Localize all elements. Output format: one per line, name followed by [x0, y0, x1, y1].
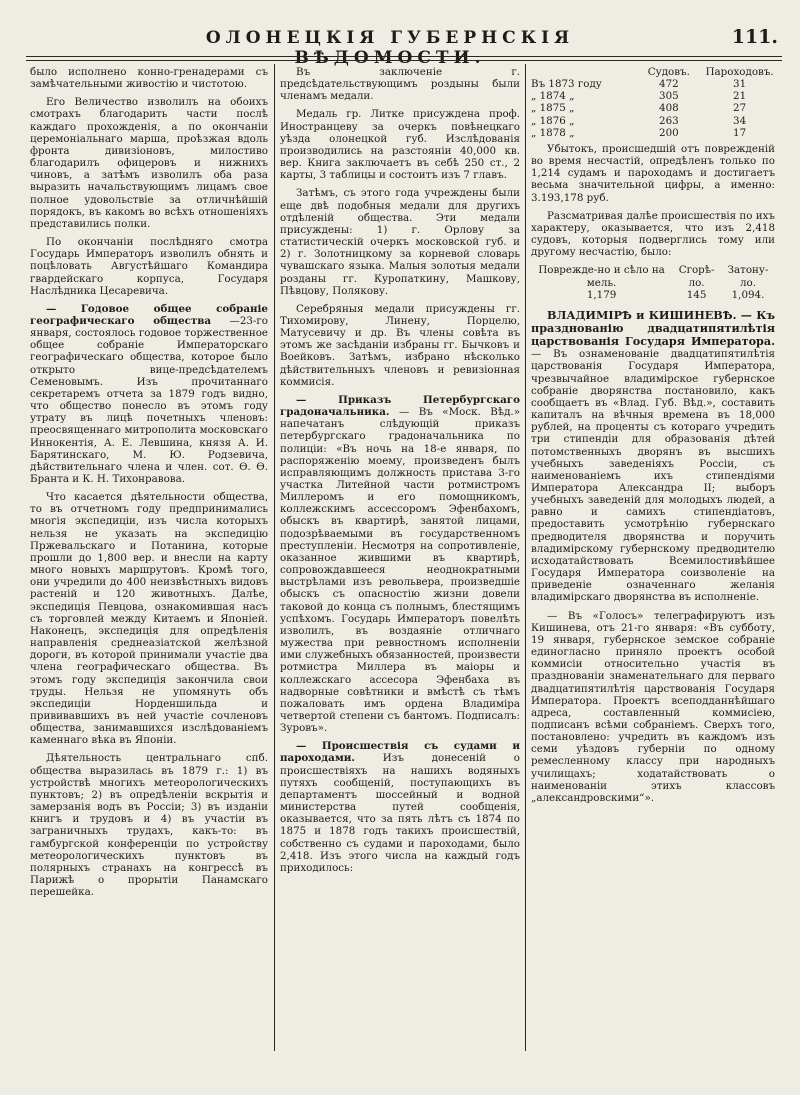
column-divider-2 — [525, 64, 526, 1051]
column-middle — [280, 66, 520, 880]
table-cell: 27 — [733, 102, 747, 115]
article-body: —23-го января, состоялось годовое торжественное общее собраніе Императорскаго географическаго общества, которое было открыто вице-предсѣдателемъ Семеновымъ. Изъ прочитаннаго секретаремъ отчета за 1879 годъ видно, что общество понесло въ этомъ году утрату въ лицѣ почетныхъ членовъ: преосвященнаго митрополита московскаго Иннокентія, А. Е. Левшина, князя А. И. Барятинскаго, М. Ю. Родзевича, дѣйствительнаго члена и член. сот. Ѳ. Ѳ. Бранта и К. Н. Тихонравова. — [30, 314, 268, 485]
table-header-cell: Пароходовъ. — [705, 66, 774, 78]
paragraph: Что касается дѣятельности общества, то въ отчетномъ году предпринимались многія экспедиціи, изъ числа которыхъ нельзя не указать на экспедицію Пржевальскаго и Потанина, которые прошли до 1,800 вер. и внесли на карту много новыхъ маршрутовъ. Кромѣ того, они учредили до 400 неизвѣстныхъ видовъ растеній и 120 животныхъ. Далѣе, экспедиція Певцова, ознакомившая насъ съ торговлей между Китаемъ и Японіей. Наконецъ, экспедиція для опредѣленія направленія среднеазіатской желѣзной дороги, въ которой принимали участіе два члена географическаго общества. Въ этомъ году экспедиція закончила свои труды. Нельзя не упомянуть объ экспедиціи Норденшильда и прививавшихъ въ ней участіе сочленовъ общества, занимавшихся изслѣдованіемъ каменнаго вѣка въ Японіи. — [30, 491, 268, 747]
table-row — [531, 127, 775, 139]
paragraph: Разсматривая далѣе происшествія по ихъ характеру, оказывается, что изъ 2,418 судовъ, которыя подверглись тому или другому несчастію, было: — [531, 209, 775, 259]
article-body: — Въ ознаменованіе двадцатипятилѣтія царствованія Государя Императора, чрезвычайное владимірское губернское собраніе дворянства постановило, какъ сообщаетъ въ «Влад. Губ. Вѣд.», составить капиталъ на вѣчныя времена въ 18,000 рублей, на проценты съ котораго учредить три стипендіи для образованія дѣтей потомственныхъ дворянъ въ высшихъ учебныхъ заведеніяхъ Россіи, съ наименованіемъ ихъ стипендіями Императора Александра II; выборъ учебныхъ заведеній для молодыхъ людей, а равно и самихъ стипендіатовъ, предоставить усмотрѣнію губернскаго предводителя дворянства и поручить владимірскому губернскому предводителю исходатайствовать Всемилостивѣйшее Государя Императора соизволеніе на приведеніе означеннаго желанія владимірскаго дворянства въ исполненіе. — [531, 348, 775, 604]
header-rule-bottom — [26, 60, 782, 61]
table-cell: 34 — [733, 114, 747, 127]
table-cell: 263 — [659, 114, 679, 127]
article-governor-order — [280, 394, 520, 734]
paragraph: Затѣмъ, съ этого года учреждены были еще двѣ подобныя медали для другихъ отдѣленій общества. Эти медали присуждены: 1) г. Орлову за статистическій очеркъ московской губ. и 2) г. Золотницкому за корневой словарь чувашскаго языка. Малыя золотыя медали розданы гг. Куропаткину, Машкову, Пѣвцову, Полякову. — [280, 187, 520, 297]
article-heading: — Приказъ Петербургскаго градоначальника. — [280, 393, 520, 419]
table-cell: „ 1874 „ — [531, 90, 575, 103]
paragraph: Медаль гр. Литке присуждена проф. Иностранцеву за очеркъ повѣнецкаго уѣзда олонецкой губ. Изслѣдованія производились на разстояніи 40,000 кв. вер. Книга заключаетъ въ себѣ 250 ст., 2 карты, 3 таблицы и состоитъ изъ 7 главъ. — [280, 108, 520, 182]
table-header-row — [531, 66, 775, 78]
paragraph: Убытокъ, происшедшій отъ поврежденій во время несчастій, опредѣленъ только по 1,214 судамъ и пароходамъ и достигаетъ весьма значительной цифры, а именно: 3.193,178 руб. — [531, 142, 775, 204]
table-header-cell: Поврежде-но и сѣло на мель. — [538, 264, 665, 289]
paragraph: было исполнено конно-гренадерами съ замѣчательными живостію и чистотою. — [30, 66, 268, 91]
newspaper-title: ОЛОНЕЦКІЯ ГУБЕРНСКІЯ ВѢДОМОСТИ. — [205, 28, 575, 68]
column-divider-1 — [274, 64, 275, 1051]
masthead — [0, 0, 800, 68]
table-cell: 1,179 — [586, 288, 617, 301]
paragraph: Серебряныя медали присуждены гг. Тихомирову, Линену, Порцелю, Матусевичу и др. Въ члены совѣта въ этомъ же засѣданіи избраны гг. Бычковъ и Воейковъ. Затѣмъ, избрано нѣсколько дѣйствительныхъ членовъ и ревизіонная коммисія. — [280, 302, 520, 388]
article-heading: — Происшествія съ судами и пароходами. — [280, 740, 520, 765]
table-cell: „ 1876 „ — [531, 114, 575, 127]
article-heading: — Годовое общее собраніе географическаго общества — [30, 302, 268, 327]
table-cell: 145 — [686, 288, 707, 301]
table-cell: 408 — [659, 102, 679, 115]
accidents-by-type-table — [531, 264, 775, 300]
table-header-cell: Сгорѣ-ло. — [678, 264, 715, 289]
article-geographic-society — [30, 303, 268, 485]
table-cell: Въ 1873 году — [531, 78, 602, 91]
paragraph: Въ заключеніе г. предсѣдательствующимъ роздыны были членамъ медали. — [280, 66, 520, 103]
column-right — [531, 66, 775, 810]
table-row — [531, 102, 775, 114]
table-cell: „ 1875 „ — [531, 102, 575, 115]
header-rule-top — [26, 56, 782, 57]
paragraph: Дѣятельность центральнаго спб. общества выразилась въ 1879 г.: 1) въ устройствѣ многихъ метеорологическихъ пунктовъ; 2) въ опредѣленіи вскрытія и замерзанія водъ въ Россіи; 3) въ изданіи книгъ и трудовъ и 4) въ участіи въ заграничныхъ трудахъ, какъ-то: въ гамбургской конференціи по устройству метеорологическихъ пунктовъ въ полярныхъ странахъ на конгрессѣ въ Парижѣ о прорытіи Панамскаго перешейка. — [30, 752, 268, 899]
table-cell: 1,094. — [731, 288, 765, 301]
table-cell: 31 — [733, 78, 747, 91]
table-cell: „ 1878 „ — [531, 126, 575, 139]
table-header-cell: Судовъ. — [647, 66, 690, 78]
table-cell: 305 — [659, 90, 679, 103]
table-cell: 17 — [733, 126, 747, 139]
table-row — [531, 90, 775, 102]
article-ship-accidents — [280, 740, 520, 874]
article-vladimir-kishinev — [531, 309, 775, 604]
table-cell: 200 — [659, 126, 679, 139]
table-header-cell: Затону-ло. — [727, 264, 769, 289]
column-left — [30, 66, 268, 904]
paragraph: — Въ «Голосъ» телеграфируютъ изъ Кишинева, отъ 21-го января: «Въ субботу, 19 января, губернское земское собраніе единогласно приняло проектъ особой коммисіи относительно участія въ празднованіи знаменательнаго для перваго двадцатипятилѣтія царствованія Государя Императора. Проектъ всеподданнѣйшаго адреса, составленный коммисіею, подписанъ всѣми собраніемъ. Сверхъ того, постановлено: учредить въ каждомъ изъ семи уѣздовъ губерніи по одному ремесленному классу при народныхъ училищахъ; ходатайствовать о наименованіи этихъ классовъ „александровскими“». — [531, 609, 775, 804]
table-row — [531, 78, 775, 90]
page-number: 111. — [731, 26, 778, 48]
accidents-by-year-table — [531, 66, 775, 139]
table-cell: 21 — [733, 90, 747, 103]
paragraph: Его Величество изволилъ на обоихъ смотрахъ благодарить части послѣ каждаго прохожденія, а по окончаніи церемоніальнаго марша, проѣзжая вдоль фронта дивизіоновъ, милостиво благодарилъ офицеровъ и нижнихъ чиновъ, а затѣмъ изволилъ оба раза выразить начальствующимъ лицамъ свое полное удовольствіе за отличнѣйшій порядокъ, въ какомъ во всѣхъ отношеніяхъ представились полки. — [30, 96, 268, 230]
table-cell: 472 — [659, 78, 679, 91]
table-header-cell — [531, 66, 633, 78]
table-header-row — [531, 264, 775, 288]
table-row — [531, 289, 775, 301]
paragraph: По окончаніи послѣдняго смотра Государь Императоръ изволилъ обнять и поцѣловать Августѣйшаго Командира гвардейскаго корпуса, Государя Наслѣдника Цесаревича. — [30, 236, 268, 297]
article-body: — Въ «Моск. Вѣд.» напечатанъ слѣдующій приказъ петербургскаго градоначальника по полиціи: «Въ ночь на 18-е января, по распоряженію моему, произведенъ былъ исправляющимъ должность пристава 3-го участка Литейной части ротмистромъ Миллеромъ и его помощникомъ, коллежскимъ ассессоромъ Эфенбахомъ, обыскъ въ квартирѣ, занятой лицами, подозрѣваемыми въ государственномъ преступленіи. Несмотря на сопротивленіе, оказанное жившими въ квартирѣ, сопровождавшееся неоднократными выстрѣлами изъ револьвера, произведшіе обыскъ съ опасностію жизни довели таковой до конца съ полнымъ, блестящимъ успѣхомъ. Государь Императоръ повелѣть изволилъ, въ воздаяніе отличнаго мужества при ревностномъ исполненіи ими служебныхъ обязанностей, произвести ротмистра Миллера въ маіоры и коллежскаго ассесора Эфенбаха въ надворные совѣтники и вмѣстѣ съ тѣмъ пожаловать имъ ордена Владиміра четвертой степени съ бантомъ. Подписалъ: Зуровъ». — [280, 406, 520, 735]
article-heading: ВЛАДИМІРѢ и КИШИНЕВѢ. — Къ празднованію двадцатипятилѣтія царствованія Государя Императора. — [531, 307, 775, 349]
article-body: Изъ донесеній о происшествіяхъ на нашихъ водяныхъ путяхъ сообщеній, поступающихъ въ департаментъ шоссейный и водной министерства путей сообщенія, оказывается, что за пять лѣтъ съ 1874 по 1875 и 1878 годъ такихъ происшествій, собственно съ судами и пароходами, было 2,418. Изъ этого числа на каждый годъ приходилось: — [280, 752, 520, 874]
table-row — [531, 115, 775, 127]
